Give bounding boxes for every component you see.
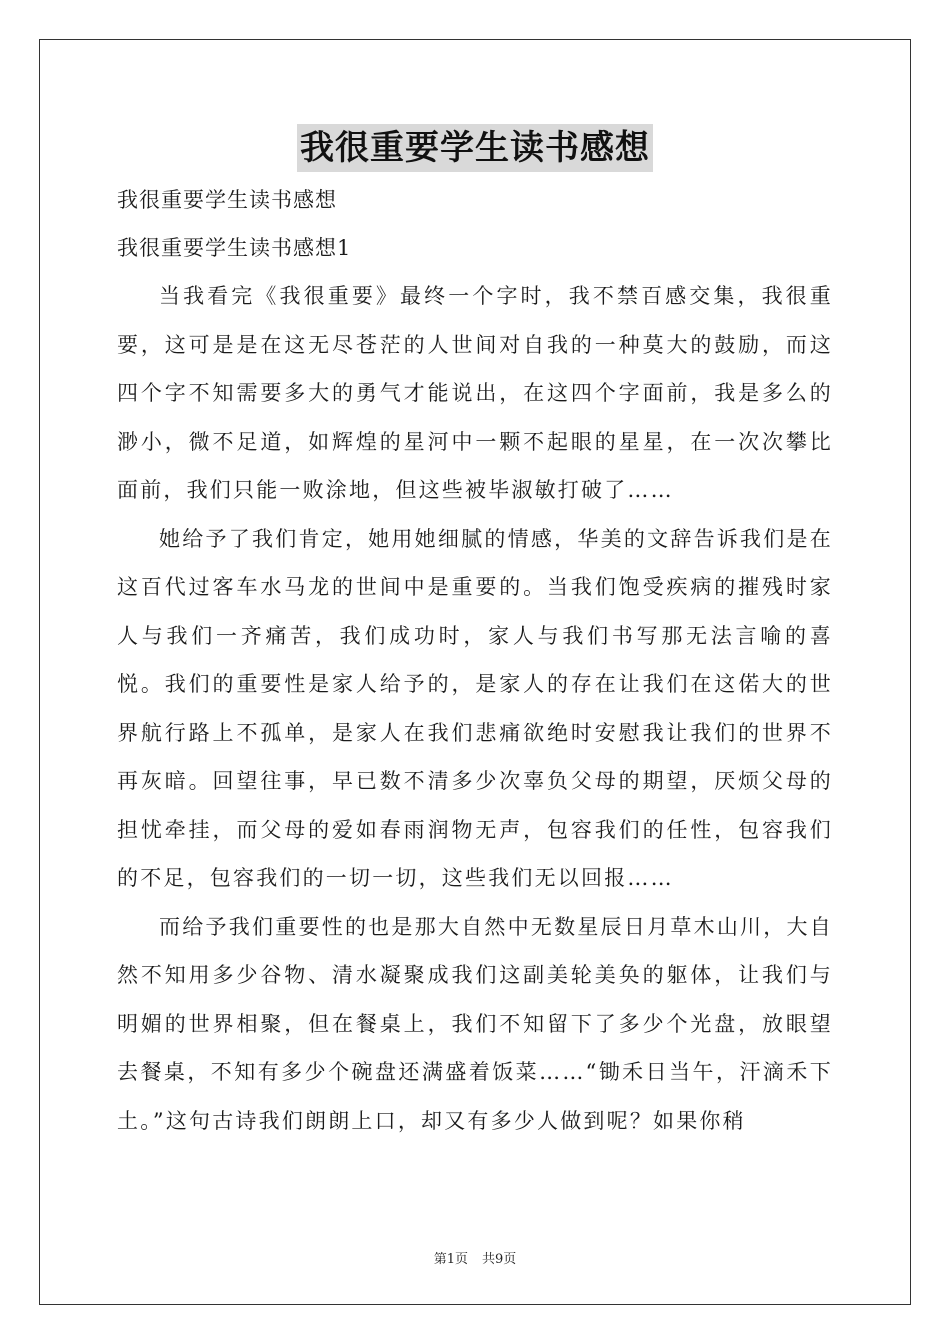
page-total: 共9页 (482, 1252, 517, 1267)
paragraph-3: 而给予我们重要性的也是那大自然中无数星辰日月草木山川，大自然不知用多少谷物、清水凝聚成我们这副美轮美奂的躯体，让我们与明媚的世界相聚，但在餐桌上，我们不知留下了多少个光盘，放眼望去餐桌，不知有多少个碗盘还满盛着饭菜……“锄禾日当午，汗滴禾下土。”这句古诗我们朗朗上口，却又有多少人做到呢？如果你稍 (117, 914, 833, 1133)
document-title (0, 124, 950, 172)
paragraph-2: 她给予了我们肯定，她用她细腻的情感，华美的文辞告诉我们是在这百代过客车水马龙的世间中是重要的。当我们饱受疾病的摧残时家人与我们一齐痛苦，我们成功时，家人与我们书写那无法言喻的喜悦。我们的重要性是家人给予的，是家人的存在让我们在这偌大的世界航行路上不孤单，是家人在我们悲痛欲绝时安慰我让我们的世界不再灰暗。回望往事，早已数不清多少次辜负父母的期望，厌烦父母的担忧牵挂，而父母的爱如春雨润物无声，包容我们的任性，包容我们的不足，包容我们的一切一切，这些我们无以回报…… (117, 526, 833, 890)
section-heading: 我很重要学生读书感想1 (117, 236, 352, 260)
document-title-text: 我很重要学生读书感想 (297, 124, 653, 172)
page-number: 第1页 (433, 1252, 468, 1267)
paragraph-1: 当我看完《我很重要》最终一个字时，我不禁百感交集，我很重要，这可是是在这无尽苍茫的人世间对自我的一种莫大的鼓励，而这四个字不知需要多大的勇气才能说出，在这四个字面前，我是多么的渺小，微不足道，如辉煌的星河中一颗不起眼的星星，在一次次攀比面前，我们只能一败涂地，但这些被毕淑敏打破了…… (117, 284, 833, 502)
document-body (117, 176, 833, 1145)
page-footer (0, 1248, 950, 1267)
document-subtitle: 我很重要学生读书感想 (117, 188, 337, 212)
